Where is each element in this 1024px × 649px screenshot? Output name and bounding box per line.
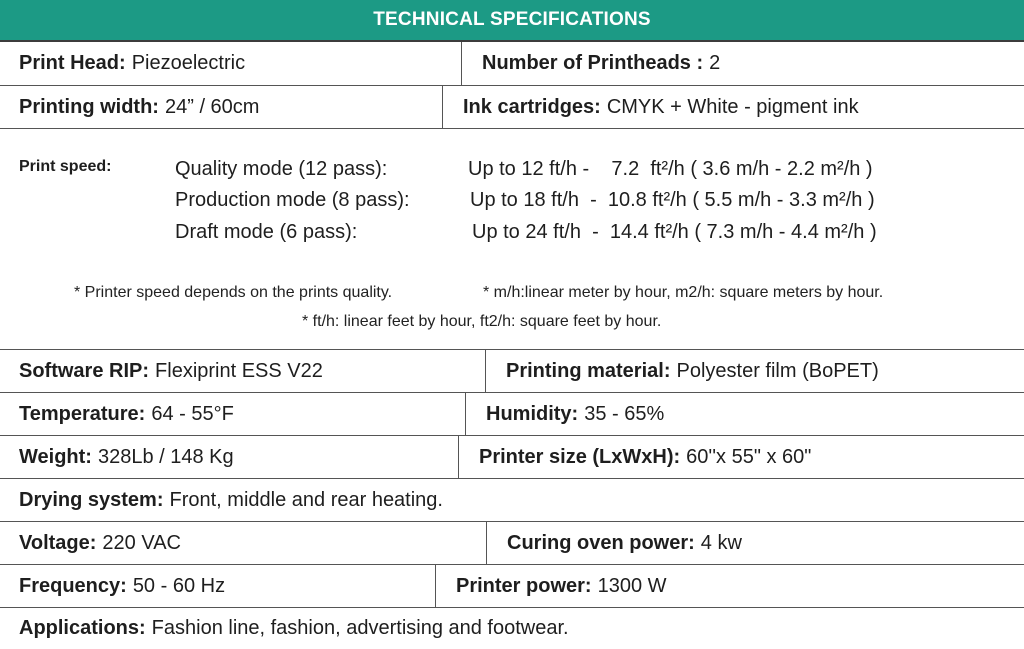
speed-value-quality: Up to 12 ft/h - 7.2 ft²/h ( 3.6 m/h - 2.2 m²/h ) <box>468 158 873 180</box>
spec-row-temperature <box>0 393 1024 436</box>
spec-label: Humidity: <box>486 402 579 425</box>
spec-row-frequency <box>0 565 1024 608</box>
speed-note-metric: * m/h:linear meter by hour, m2/h: square meters by hour. <box>483 284 884 301</box>
spec-row-print-head <box>0 42 1024 86</box>
spec-label: Applications: <box>19 617 146 639</box>
speed-mode-draft: Draft mode (6 pass): <box>175 221 358 243</box>
speed-mode-production: Production mode (8 pass): <box>175 189 410 211</box>
spec-row-drying-system <box>0 479 1024 522</box>
spec-label: Ink cartridges: <box>463 95 601 118</box>
spec-cell-curing-oven-power <box>486 522 1024 564</box>
page-title: TECHNICAL SPECIFICATIONS <box>0 0 1024 42</box>
spec-value: CMYK + White - pigment ink <box>606 95 859 118</box>
speed-mode-quality: Quality mode (12 pass): <box>175 158 388 180</box>
spec-row-printing-width <box>0 86 1024 129</box>
spec-value: 328Lb / 148 Kg <box>97 445 234 468</box>
spec-value: Flexiprint ESS V22 <box>155 359 323 382</box>
spec-value: 35 - 65% <box>584 402 665 425</box>
spec-label: Printer size (LxWxH): <box>479 445 681 468</box>
spec-cell-weight <box>0 436 458 478</box>
spec-cell-voltage <box>0 522 486 564</box>
spec-label: Printer power: <box>456 574 592 597</box>
spec-value: Piezoelectric <box>131 52 246 74</box>
speed-value-draft: Up to 24 ft/h - 14.4 ft²/h ( 7.3 m/h - 4.4 m²/h ) <box>472 221 877 243</box>
spec-label: Curing oven power: <box>507 531 695 554</box>
spec-cell-temperature <box>0 393 465 435</box>
spec-value: 64 - 55°F <box>151 402 234 425</box>
spec-label: Voltage: <box>19 531 97 554</box>
spec-value: 220 VAC <box>102 531 181 554</box>
spec-value: 50 - 60 Hz <box>132 574 226 597</box>
spec-label: Temperature: <box>19 402 146 425</box>
spec-label: Print Head: <box>19 52 126 74</box>
spec-label: Printing material: <box>506 359 671 382</box>
spec-value: 4 kw <box>700 531 742 554</box>
spec-value: 2 <box>709 52 721 74</box>
spec-cell-printer-size <box>458 436 1024 478</box>
spec-cell-printing-material <box>485 350 1024 392</box>
spec-row-software <box>0 350 1024 393</box>
spec-cell-applications <box>0 608 1024 649</box>
speed-note-imperial: * ft/h: linear feet by hour, ft2/h: square feet by hour. <box>302 313 662 330</box>
spec-label: Weight: <box>19 445 92 468</box>
spec-value: Fashion line, fashion, advertising and footwear. <box>151 617 569 639</box>
spec-value: 24” / 60cm <box>164 95 260 118</box>
spec-row-weight <box>0 436 1024 479</box>
spec-cell-printheads <box>461 42 1024 85</box>
spec-label: Software RIP: <box>19 359 150 382</box>
spec-cell-software-rip <box>0 350 485 392</box>
spec-value: 1300 W <box>597 574 667 597</box>
spec-label: Number of Printheads : <box>482 52 704 74</box>
spec-cell-humidity <box>465 393 1024 435</box>
spec-cell-printing-width <box>0 86 442 128</box>
spec-value: 60''x 55" x 60" <box>686 445 812 468</box>
spec-row-applications <box>0 608 1024 649</box>
speed-value-production: Up to 18 ft/h - 10.8 ft²/h ( 5.5 m/h - 3.3 m²/h ) <box>470 189 875 211</box>
spec-label: Drying system: <box>19 488 164 511</box>
spec-cell-print-head <box>0 42 461 85</box>
spec-value: Front, middle and rear heating. <box>169 488 443 511</box>
spec-label: Frequency: <box>19 574 127 597</box>
spec-cell-frequency <box>0 565 435 607</box>
spec-cell-printer-power <box>435 565 1024 607</box>
print-speed-label: Print speed: <box>19 158 112 175</box>
spec-row-voltage <box>0 522 1024 565</box>
speed-note-quality: * Printer speed depends on the prints quality. <box>74 284 393 301</box>
spec-cell-ink-cartridges <box>442 86 1024 128</box>
spec-label: Printing width: <box>19 95 159 118</box>
spec-value: Polyester film (BoPET) <box>676 359 879 382</box>
spec-cell-drying-system <box>0 479 1024 521</box>
